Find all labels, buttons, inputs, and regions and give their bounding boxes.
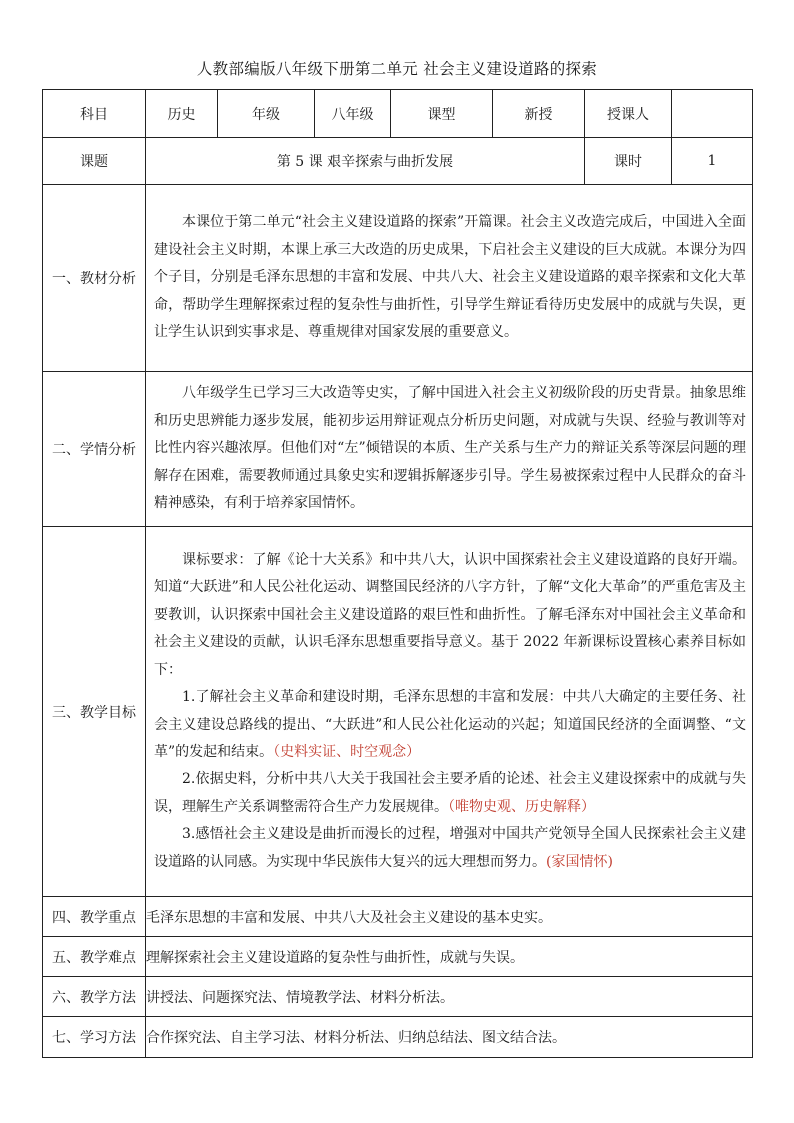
difficult-points-row: [43, 937, 753, 977]
goals-intro: 课标要求：了解《论十大关系》和中共八大，认识中国探索社会主义建设道路的良好开端。知道“大跃进”和人民公社化运动、调整国民经济的八字方针，了解“文化大革命”的严重危害及主要教训，认识探索中国社会主义建设道路的艰巨性和曲折性。了解毛泽东对中国社会主义革命和社会主义建设的贡献，认识毛泽东思想重要指导意义。基于 2022 年新课标设置核心素养目标如下：: [154, 552, 746, 678]
goal-2-text: 2.依据史料，分析中共八大关于我国社会主要矛盾的论述、社会主义建设探索中的成就与失误，理解生产关系调整需符合生产力发展规律。: [154, 771, 746, 815]
key-points-row: [43, 897, 753, 937]
teacher-value: [672, 90, 753, 138]
teaching-method-label: 六、教学方法: [43, 977, 146, 1017]
student-analysis-row: [43, 372, 753, 527]
teaching-goals-row: [43, 527, 753, 897]
grade-value: 八年级: [315, 90, 391, 138]
type-label: 课型: [391, 90, 493, 138]
subject-label: 科目: [43, 90, 146, 138]
goal-3-text: 3.感悟社会主义建设是曲折而漫长的过程，增强对中国共产党领导全国人民探索社会主义建设道路的认同感。为实现中华民族伟大复兴的远大理想而努力。: [154, 826, 746, 870]
goal-1: [146, 684, 752, 766]
goal-3: [146, 821, 752, 876]
goal-3-tag: (家国情怀): [546, 853, 613, 870]
topic-row: [43, 138, 753, 185]
student-analysis-text: 八年级学生已学习三大改造等史实，了解中国进入社会主义初级阶段的历史背景。抽象思维和历史思辨能力逐步发展，能初步运用辩证观点分析历史问题，对成就与失误、经验与教训等对比性内容兴趣浓厚。但他们对“左”倾错误的本质、生产关系与生产力的辩证关系等深层问题的理解存在困难，需要教师通过具象史实和逻辑拆解逐步引导。学生易被探索过程中人民群众的奋斗精神感染，有利于培养家国情怀。: [154, 385, 746, 512]
topic-label: 课题: [43, 138, 146, 185]
topic-value: 第 5 课 艰辛探索与曲折发展: [146, 138, 585, 185]
teaching-method-row: [43, 977, 753, 1017]
document-title: 人教部编版八年级下册第二单元 社会主义建设道路的探索: [196, 60, 598, 78]
key-points-text: 毛泽东思想的丰富和发展、中共八大及社会主义建设的基本史实。: [146, 897, 753, 937]
goal-2-tag: （唯物史观、历史解释）: [448, 798, 595, 815]
learning-method-text: 合作探究法、自主学习法、材料分析法、归纳总结法、图文结合法。: [146, 1017, 753, 1058]
student-analysis-label: 二、学情分析: [43, 372, 146, 527]
hours-label: 课时: [585, 138, 672, 185]
hours-value: 1: [672, 138, 753, 185]
teaching-method-text: 讲授法、问题探究法、情境教学法、材料分析法。: [146, 977, 753, 1017]
key-points-label: 四、教学重点: [43, 897, 146, 937]
textbook-analysis-row: [43, 185, 753, 372]
textbook-analysis-text: 本课位于第二单元“社会主义建设道路的探索”开篇课。社会主义改造完成后，中国进入全面建设社会主义时期，本课上承三大改造的历史成果，下启社会主义建设的巨大成就。本课分为四个子目，分别是毛泽东思想的丰富和发展、中共八大、社会主义建设道路的艰辛探索和文化大革命，帮助学生理解探索过程的复杂性与曲折性，引导学生辩证看待历史发展中的成就与失误，更让学生认识到实事求是、尊重规律对国家发展的重要意义。: [154, 214, 746, 341]
subject-value: 历史: [146, 90, 218, 138]
learning-method-label: 七、学习方法: [43, 1017, 146, 1058]
goal-1-tag: （史料实证、时空观念）: [273, 743, 421, 760]
goal-2: [146, 766, 752, 821]
textbook-analysis-label: 一、教材分析: [43, 185, 146, 372]
teacher-label: 授课人: [585, 90, 672, 138]
goal-1-text: 1.了解社会主义革命和建设时期，毛泽东思想的丰富和发展：中共八大确定的主要任务、社会主义建设总路线的提出、“大跃进”和人民公社化运动的兴起；知道国民经济的全面调整、“文革”的发起和结束。: [154, 689, 746, 760]
difficult-points-text: 理解探索社会主义建设道路的复杂性与曲折性，成就与失误。: [146, 937, 753, 977]
teaching-goals-label: 三、教学目标: [43, 527, 146, 897]
lesson-plan-table: [42, 89, 753, 1058]
type-value: 新授: [493, 90, 585, 138]
grade-label: 年级: [218, 90, 315, 138]
learning-method-row: [43, 1017, 753, 1058]
header-row: [43, 90, 753, 138]
difficult-points-label: 五、教学难点: [43, 937, 146, 977]
